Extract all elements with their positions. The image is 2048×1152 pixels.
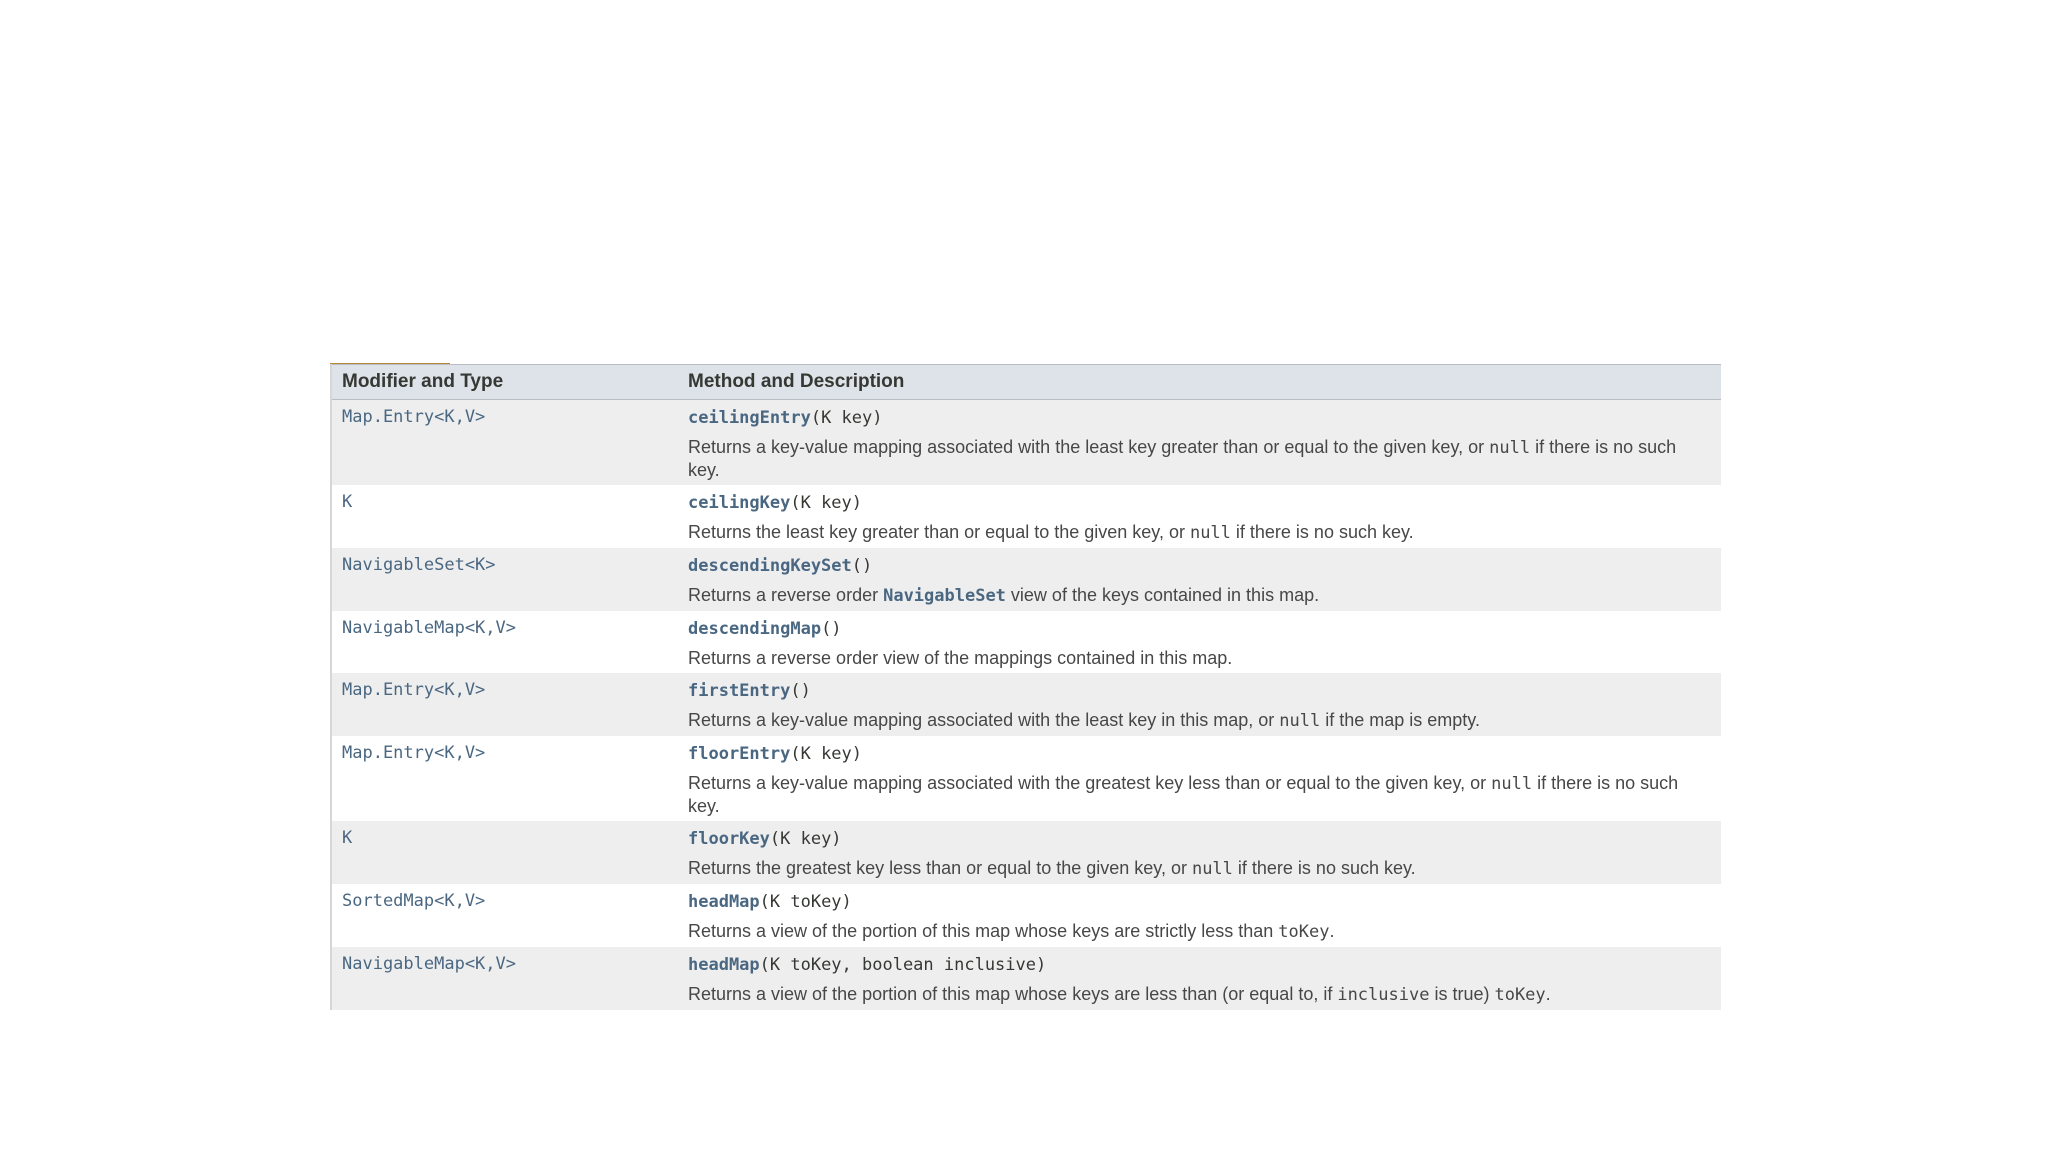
modifier-type-cell [332, 736, 678, 821]
method-description-cell [678, 821, 1721, 884]
modifier-type-cell [332, 485, 678, 548]
method-name-link[interactable]: ceilingEntry [688, 408, 811, 428]
modifier-type-cell [332, 821, 678, 884]
return-type-link[interactable]: Map.Entry<K,V> [342, 680, 486, 700]
table-row [332, 673, 1721, 736]
modifier-type-cell [332, 548, 678, 611]
table-row [332, 400, 1721, 486]
method-description [688, 647, 1711, 669]
method-description-cell [678, 673, 1721, 736]
modifier-type-cell [332, 884, 678, 947]
method-signature [688, 679, 1711, 703]
return-type-link[interactable]: Map.Entry<K,V> [342, 407, 486, 427]
method-name-link[interactable]: floorKey [688, 829, 770, 849]
method-params: (K key) [810, 408, 883, 428]
code-term: toKey [1494, 985, 1546, 1005]
method-name-link[interactable]: firstEntry [688, 681, 791, 701]
method-description [688, 436, 1711, 481]
description-text: Returns a key-value mapping associated with the least key greater than or equal to the given key, or [688, 437, 1490, 457]
description-text: Returns the least key greater than or equal to the given key, or [688, 522, 1190, 542]
return-type-link[interactable]: NavigableMap<K,V> [342, 954, 516, 974]
method-signature [688, 953, 1711, 977]
header-method-and-description: Method and Description [678, 365, 1721, 400]
description-text: if there is no such key. [1232, 858, 1416, 878]
method-description [688, 983, 1711, 1006]
table-row [332, 548, 1721, 611]
code-term: inclusive [1337, 985, 1430, 1005]
code-term: null [1191, 859, 1233, 879]
header-modifier-and-type: Modifier and Type [332, 365, 678, 400]
table-row [332, 884, 1721, 947]
method-name-link[interactable]: ceilingKey [688, 493, 791, 513]
description-text: Returns a reverse order [688, 585, 884, 605]
table-header [332, 365, 1721, 400]
method-description [688, 709, 1711, 732]
description-text: is true) [1429, 984, 1495, 1004]
method-params: (K key) [790, 744, 863, 764]
return-type-link[interactable]: SortedMap<K,V> [342, 891, 486, 911]
code-term: null [1489, 438, 1531, 458]
description-text: if there is no such key. [1230, 522, 1414, 542]
method-description-cell [678, 736, 1721, 821]
method-params: (K key) [769, 829, 842, 849]
method-name-link[interactable]: descendingKeySet [688, 556, 852, 576]
modifier-type-cell [332, 611, 678, 673]
table-row [332, 947, 1721, 1010]
method-signature [688, 827, 1711, 851]
table-row [332, 736, 1721, 821]
method-name-link[interactable]: headMap [688, 892, 760, 912]
return-type-link[interactable]: NavigableMap<K,V> [342, 618, 516, 638]
method-name-link[interactable]: descendingMap [688, 619, 822, 639]
description-text: if there is no such key. [688, 773, 1679, 816]
method-description [688, 857, 1711, 880]
method-params: (K key) [790, 493, 863, 513]
table-row [332, 611, 1721, 673]
method-signature [688, 742, 1711, 766]
method-description [688, 584, 1711, 607]
method-signature [688, 617, 1711, 641]
method-signature [688, 890, 1711, 914]
return-type-link[interactable]: K [342, 828, 353, 848]
table-row [332, 485, 1721, 548]
method-name-link[interactable]: headMap [688, 955, 760, 975]
method-description-cell [678, 400, 1721, 486]
modifier-type-cell [332, 947, 678, 1010]
code-term: null [1491, 774, 1533, 794]
method-params: () [851, 556, 873, 576]
method-summary-table [330, 364, 1721, 1010]
description-text: Returns a view of the portion of this map whose keys are strictly less than [688, 921, 1279, 941]
method-description-cell [678, 485, 1721, 548]
description-text: Returns a key-value mapping associated with the least key in this map, or [688, 710, 1280, 730]
return-type-link[interactable]: K [342, 492, 353, 512]
method-description-cell [678, 548, 1721, 611]
method-signature [688, 491, 1711, 515]
description-text: Returns the greatest key less than or equal to the given key, or [688, 858, 1192, 878]
method-description-cell [678, 611, 1721, 673]
method-description-cell [678, 947, 1721, 1010]
navigableset-link[interactable]: NavigableSet [883, 586, 1006, 606]
code-term: null [1279, 711, 1321, 731]
return-type-link[interactable]: Map.Entry<K,V> [342, 743, 486, 763]
description-text: view of the keys contained in this map. [1005, 585, 1320, 605]
method-description [688, 920, 1711, 943]
method-signature [688, 554, 1711, 578]
method-description-cell [678, 884, 1721, 947]
description-text: . [1545, 984, 1551, 1004]
return-type-link[interactable]: NavigableSet<K> [342, 555, 496, 575]
method-params: () [821, 619, 842, 639]
description-text: Returns a reverse order view of the mappings contained in this map. [688, 648, 1233, 668]
method-description [688, 521, 1711, 544]
modifier-type-cell [332, 400, 678, 486]
description-text: if there is no such key. [688, 437, 1677, 480]
code-term: toKey [1278, 922, 1330, 942]
code-term: null [1189, 523, 1231, 543]
method-signature [688, 406, 1711, 430]
modifier-type-cell [332, 673, 678, 736]
method-params: (K toKey) [759, 892, 852, 912]
description-text: Returns a view of the portion of this map whose keys are less than (or equal to, if [688, 984, 1338, 1004]
method-name-link[interactable]: floorEntry [688, 744, 791, 764]
description-text: if the map is empty. [1320, 710, 1480, 730]
method-params: () [790, 681, 811, 701]
method-description [688, 772, 1711, 817]
method-params: (K toKey, boolean inclusive) [759, 955, 1047, 975]
description-text: Returns a key-value mapping associated with the greatest key less than or equal to the given key, or [688, 773, 1492, 793]
table-row [332, 821, 1721, 884]
description-text: . [1329, 921, 1335, 941]
